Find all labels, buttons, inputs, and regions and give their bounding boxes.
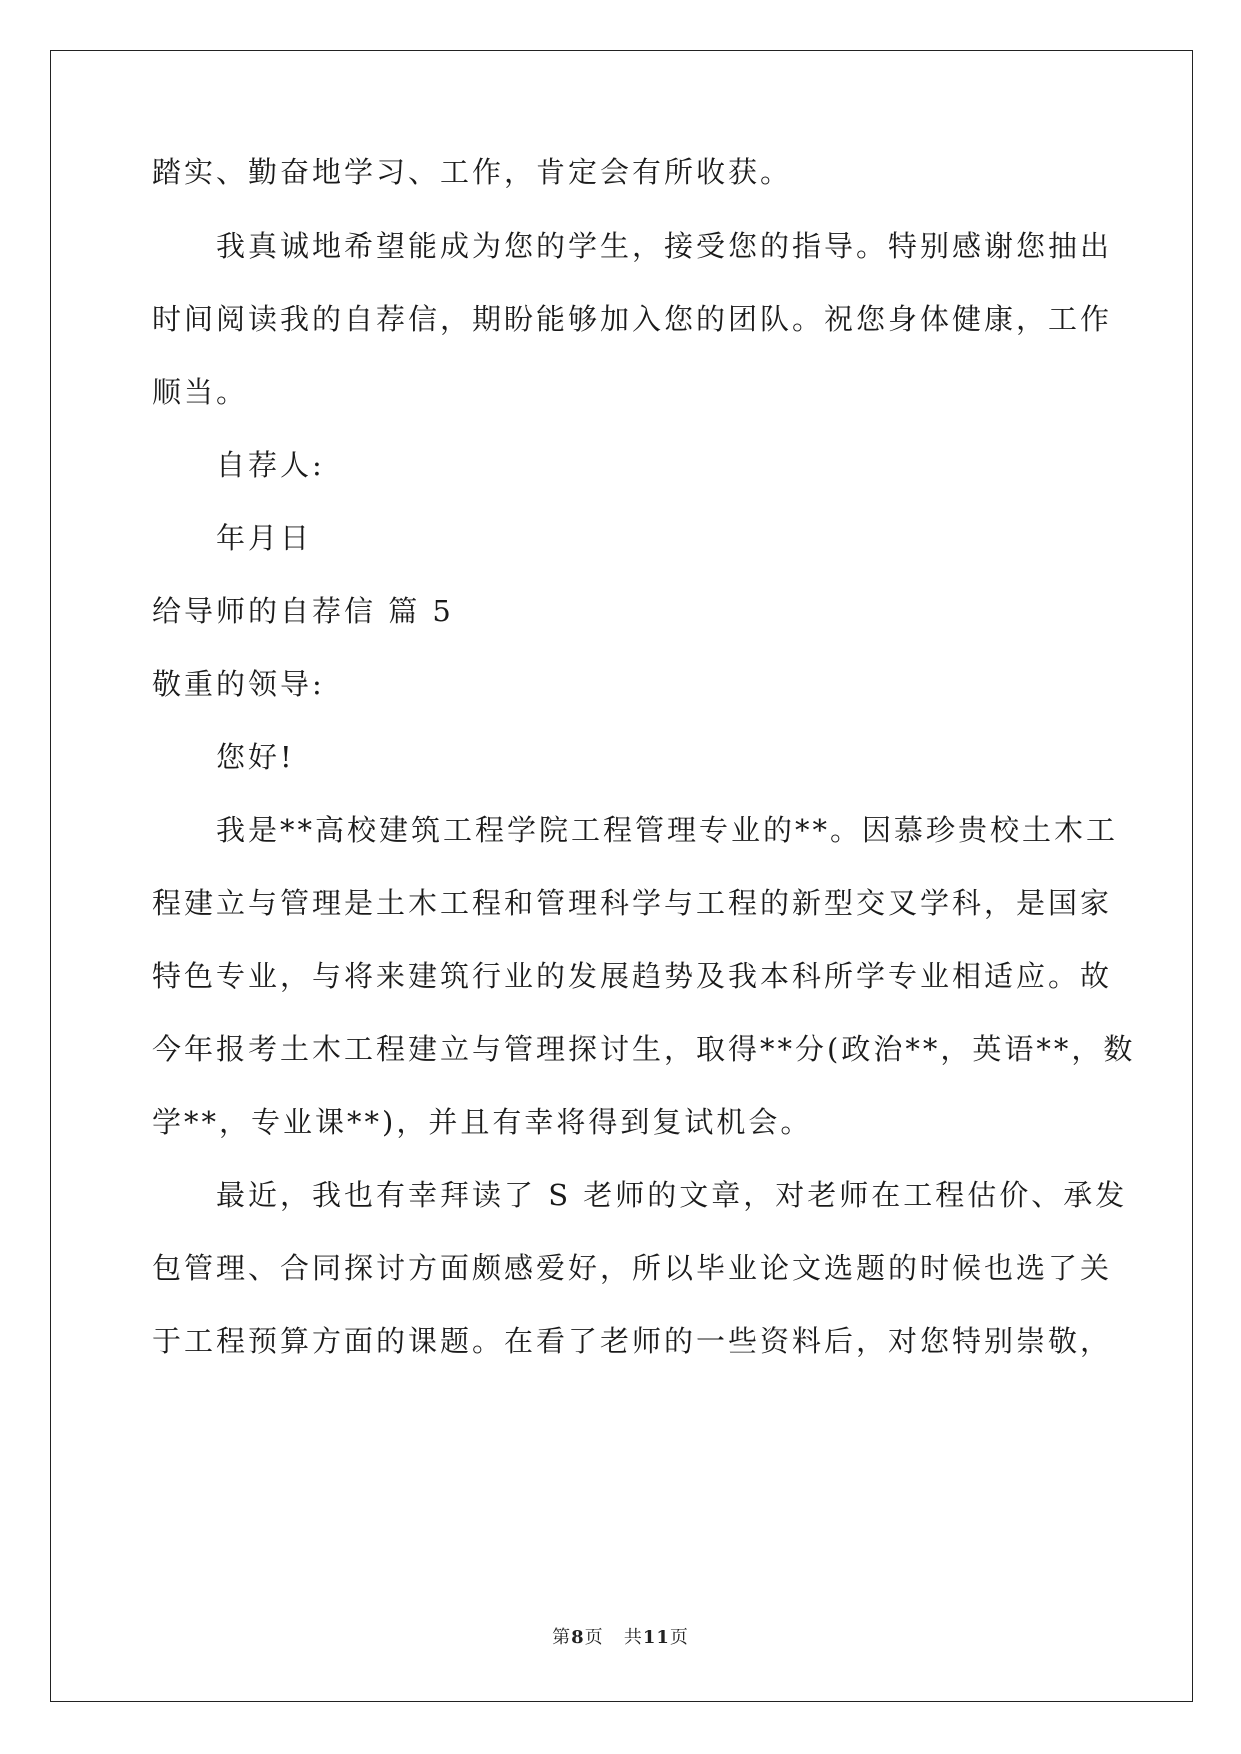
- paragraph-line: 我真诚地希望能成为您的学生，接受您的指导。特别感谢您抽出: [216, 229, 1113, 263]
- page-border: [50, 50, 1193, 1702]
- text-line: 踏实、勤奋地学习、工作，肯定会有所收获。: [152, 155, 793, 189]
- text-line: 顺当。: [152, 375, 249, 409]
- text-line: 包管理、合同探讨方面颇感爱好，所以毕业论文选题的时候也选了关: [152, 1251, 1113, 1285]
- total-pages: 11: [642, 1627, 670, 1648]
- page-footer: [0, 1627, 1241, 1649]
- signature-label: 自荐人:: [216, 448, 325, 482]
- page-prefix: 第: [552, 1627, 572, 1648]
- page-suffix: 页: [584, 1627, 604, 1648]
- paragraph-line: 最近，我也有幸拜读了 S 老师的文章，对老师在工程估价、承发: [216, 1178, 1128, 1212]
- text-line: 于工程预算方面的课题。在看了老师的一些资料后，对您特别崇敬，: [152, 1324, 1113, 1358]
- text-line: 学**，专业课**)，并且有幸将得到复试机会。: [152, 1105, 813, 1139]
- greeting: 您好!: [216, 740, 295, 774]
- page-number: 8: [571, 1627, 585, 1648]
- paragraph-line: 我是**高校建筑工程学院工程管理专业的**。因慕珍贵校土木工: [216, 813, 1119, 847]
- text-line: 时间阅读我的自荐信，期盼能够加入您的团队。祝您身体健康，工作: [152, 302, 1113, 336]
- salutation: 敬重的领导:: [152, 667, 325, 701]
- text-line: 今年报考土木工程建立与管理探讨生，取得**分(政治**，英语**，数: [152, 1032, 1136, 1066]
- total-prefix: 共: [623, 1627, 643, 1648]
- date-label: 年月日: [216, 521, 313, 555]
- section-heading: 给导师的自荐信 篇 5: [152, 594, 454, 628]
- text-line: 特色专业，与将来建筑行业的发展趋势及我本科所学专业相适应。故: [152, 959, 1113, 993]
- total-suffix: 页: [669, 1627, 689, 1648]
- text-line: 程建立与管理是土木工程和管理科学与工程的新型交叉学科，是国家: [152, 886, 1113, 920]
